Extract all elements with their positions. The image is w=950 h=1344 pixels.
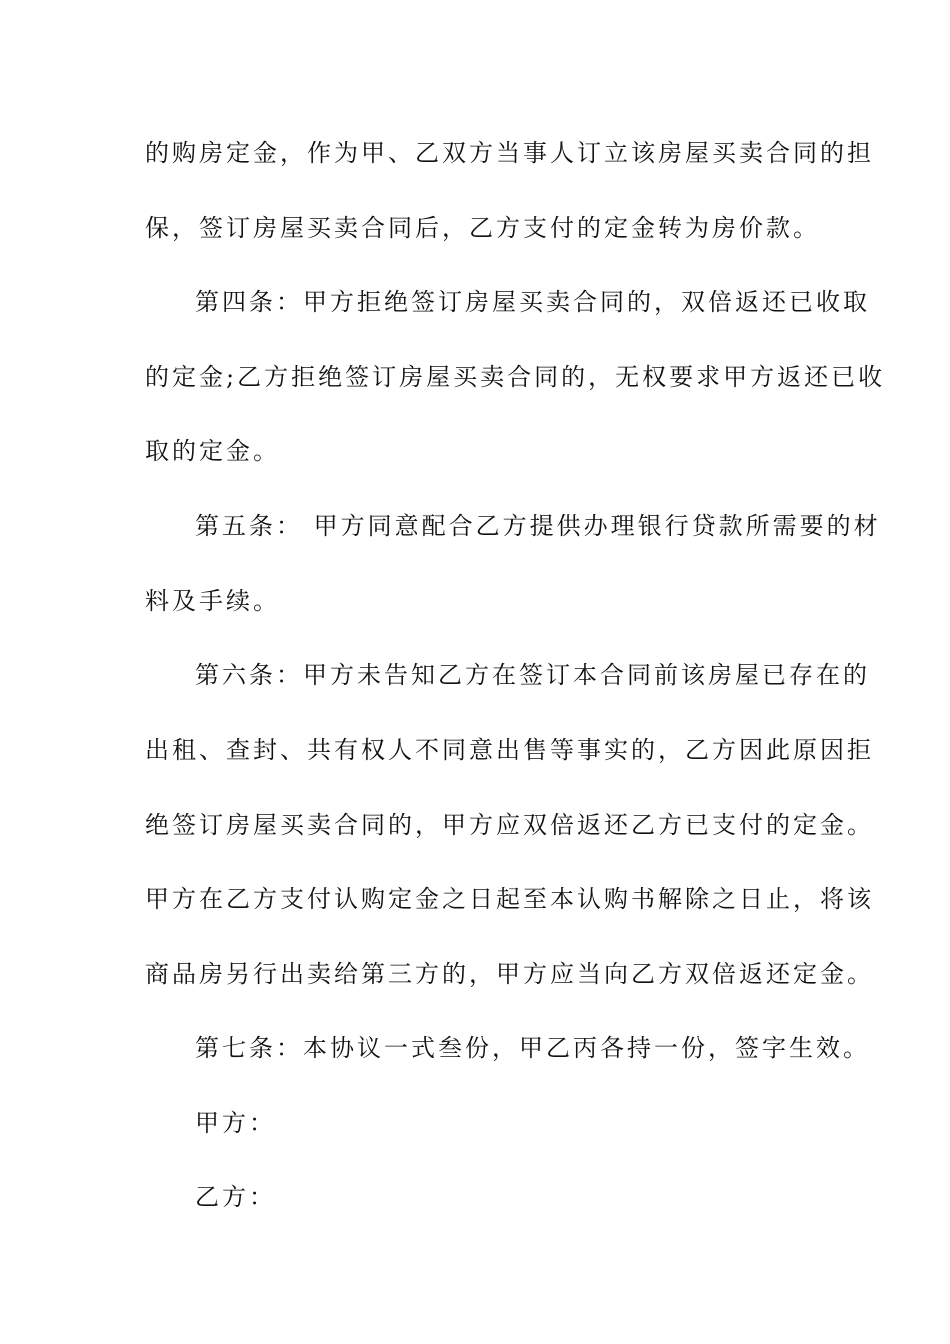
article-6-heading-line: 第六条：甲方未告知乙方在签订本合同前该房屋已存在的 bbox=[195, 661, 870, 689]
party-a-signature-label: 甲方： bbox=[195, 1109, 276, 1137]
party-b-signature-label: 乙方： bbox=[195, 1183, 276, 1211]
text-line: 的购房定金，作为甲、乙双方当事人订立该房屋买卖合同的担 bbox=[145, 139, 874, 167]
article-5-heading-line: 第五条： 甲方同意配合乙方提供办理银行贷款所需要的材 bbox=[195, 512, 881, 540]
text-line: 绝签订房屋买卖合同的，甲方应双倍返还乙方已支付的定金。 bbox=[145, 811, 874, 839]
text-line: 甲方在乙方支付认购定金之日起至本认购书解除之日止，将该 bbox=[145, 885, 874, 913]
article-4-heading-line: 第四条：甲方拒绝签订房屋买卖合同的，双倍返还已收取 bbox=[195, 288, 870, 316]
text-line: 取的定金。 bbox=[145, 437, 280, 465]
text-line: 出租、查封、共有权人不同意出售等事实的，乙方因此原因拒 bbox=[145, 736, 874, 764]
text-line: 保，签订房屋买卖合同后，乙方支付的定金转为房价款。 bbox=[145, 214, 820, 242]
article-7-heading-line: 第七条：本协议一式叁份，甲乙丙各持一份，签字生效。 bbox=[195, 1034, 870, 1062]
text-line: 商品房另行出卖给第三方的，甲方应当向乙方双倍返还定金。 bbox=[145, 960, 874, 988]
text-line: 料及手续。 bbox=[145, 587, 280, 615]
text-line: 的定金;乙方拒绝签订房屋买卖合同的，无权要求甲方返还已收 bbox=[145, 363, 886, 391]
